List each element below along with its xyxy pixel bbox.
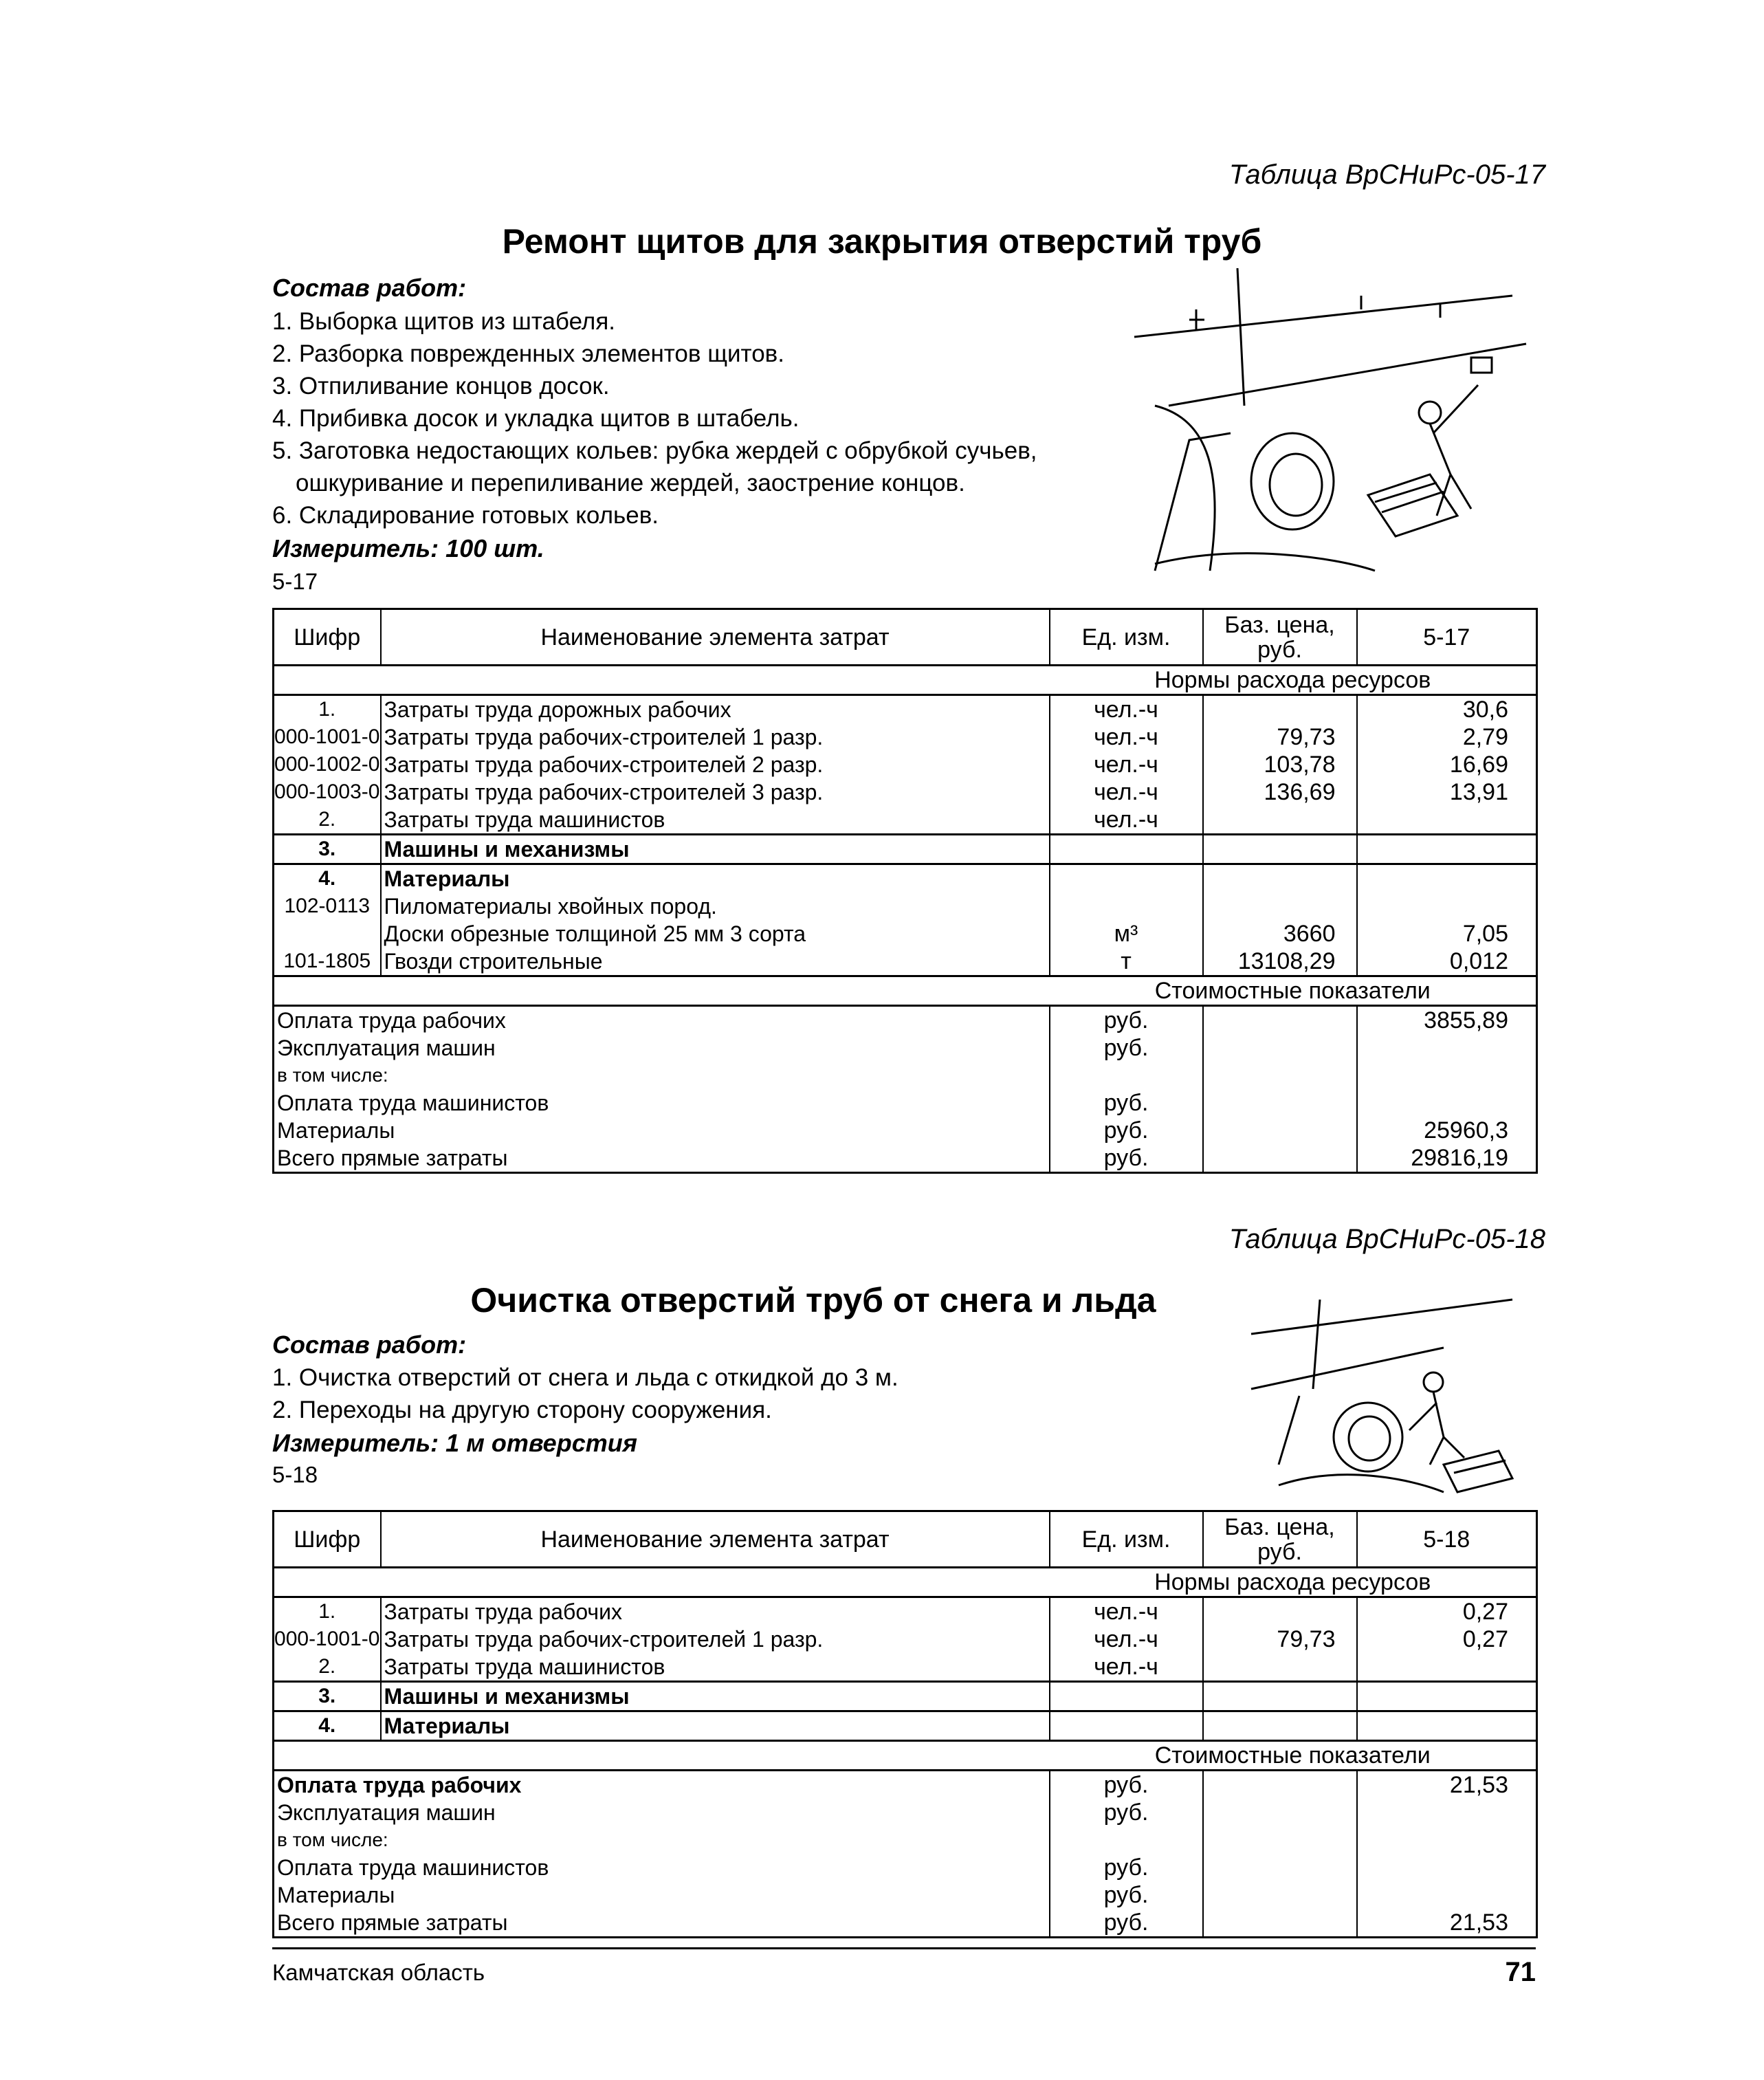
cost-name: Материалы	[274, 1117, 1050, 1144]
value-header: 5-17	[1357, 609, 1537, 666]
table-code: 5-17	[272, 569, 318, 594]
row-code: 2.	[274, 1653, 381, 1682]
row-price	[1203, 864, 1357, 893]
work-item: 6. Складирование готовых кольев.	[272, 502, 659, 529]
row-value	[1357, 806, 1537, 835]
cost-name: в том числе:	[274, 1062, 1050, 1089]
worker-repair-illustration	[1127, 268, 1554, 584]
empty-cell	[274, 1741, 1050, 1771]
footer-divider	[272, 1947, 1536, 1949]
price-header: Баз. цена, руб.	[1203, 609, 1357, 666]
footer-region: Камчатская область	[272, 1960, 485, 1985]
row-unit: чел.-ч	[1050, 1597, 1203, 1626]
cost-section-row	[274, 1741, 1537, 1771]
work-item: 1. Выборка щитов из штабеля.	[272, 308, 615, 335]
header-row	[274, 609, 1537, 666]
work-item: 3. Отпиливание концов досок.	[272, 373, 610, 399]
row-name: Затраты труда рабочих-строителей 3 разр.	[381, 778, 1050, 806]
cost-row	[274, 1854, 1537, 1881]
table-row	[274, 1682, 1537, 1711]
resource-table-5-18	[272, 1510, 1538, 1938]
cost-value	[1357, 1799, 1537, 1826]
row-code: 000-1003-0	[274, 778, 381, 806]
cost-value	[1357, 1881, 1537, 1909]
name-header: Наименование элемента затрат	[381, 609, 1050, 666]
cost-unit: руб.	[1050, 1089, 1203, 1117]
work-item: 5. Заготовка недостающих кольев: рубка жердей с обрубкой сучьев,	[272, 437, 1037, 464]
cost-unit: руб.	[1050, 1144, 1203, 1173]
table-reference: Таблица ВрСНиРс-05-17	[1228, 160, 1545, 190]
cost-value: 21,53	[1357, 1771, 1537, 1799]
measure-label: Измеритель: 100 шт.	[272, 534, 544, 562]
row-name: Машины и механизмы	[381, 835, 1050, 864]
cost-value	[1357, 1062, 1537, 1089]
header-row	[274, 1511, 1537, 1568]
table-row	[274, 1625, 1537, 1653]
row-value: 16,69	[1357, 751, 1537, 778]
row-code: 000-1001-0	[274, 1625, 381, 1653]
resource-table-5-17	[272, 608, 1538, 1174]
row-price: 79,73	[1203, 723, 1357, 751]
row-value	[1357, 864, 1537, 893]
worker-snow-illustration	[1237, 1293, 1526, 1499]
cost-value: 21,53	[1357, 1909, 1537, 1938]
row-value	[1357, 835, 1537, 864]
empty-cell	[274, 976, 1050, 1006]
row-value	[1357, 893, 1537, 920]
cost-unit	[1050, 1062, 1203, 1089]
table-row	[274, 695, 1537, 724]
row-price	[1203, 806, 1357, 835]
work-item: 4. Прибивка досок и укладка щитов в штабель.	[272, 405, 800, 432]
row-unit	[1050, 893, 1203, 920]
section-title: Очистка отверстий труб от снега и льда	[470, 1281, 1156, 1320]
row-value: 7,05	[1357, 920, 1537, 948]
norms-section-label: Нормы расхода ресурсов	[1050, 1568, 1537, 1597]
row-name: Машины и механизмы	[381, 1682, 1050, 1711]
cost-section-row	[274, 976, 1537, 1006]
cost-unit: руб.	[1050, 1799, 1203, 1826]
page-number: 71	[1505, 1957, 1536, 1987]
row-name: Доски обрезные толщиной 25 мм 3 сорта	[381, 920, 1050, 948]
row-name: Затраты труда рабочих-строителей 1 разр.	[381, 1625, 1050, 1653]
cost-unit: руб.	[1050, 1006, 1203, 1035]
table-code: 5-18	[272, 1462, 318, 1487]
row-code: 4.	[274, 864, 381, 893]
cost-name: Оплата труда рабочих	[274, 1771, 1050, 1799]
row-unit	[1050, 1711, 1203, 1741]
table-row	[274, 864, 1537, 893]
cost-unit: руб.	[1050, 1117, 1203, 1144]
row-price	[1203, 835, 1357, 864]
cost-name: Оплата труда машинистов	[274, 1854, 1050, 1881]
row-price	[1203, 1711, 1357, 1741]
row-code: 000-1001-0	[274, 723, 381, 751]
cost-row	[274, 1826, 1537, 1854]
row-name: Гвозди строительные	[381, 948, 1050, 976]
row-name: Материалы	[381, 1711, 1050, 1741]
cost-row	[274, 1144, 1537, 1173]
row-unit: чел.-ч	[1050, 723, 1203, 751]
table-row	[274, 1711, 1537, 1741]
row-name: Затраты труда рабочих-строителей 2 разр.	[381, 751, 1050, 778]
price-header: Баз. цена, руб.	[1203, 1511, 1357, 1568]
norms-section-label: Нормы расхода ресурсов	[1050, 666, 1537, 695]
row-code: 000-1002-0	[274, 751, 381, 778]
row-name: Затраты труда дорожных рабочих	[381, 695, 1050, 724]
cost-unit: руб.	[1050, 1854, 1203, 1881]
table-row	[274, 778, 1537, 806]
empty-cell	[274, 1568, 1050, 1597]
row-value: 2,79	[1357, 723, 1537, 751]
cost-row	[274, 1881, 1537, 1909]
cost-name: Всего прямые затраты	[274, 1909, 1050, 1938]
cost-section-label: Стоимостные показатели	[1050, 976, 1537, 1006]
work-item: 2. Переходы на другую сторону сооружения.	[272, 1397, 772, 1423]
cost-price	[1203, 1144, 1357, 1173]
row-value	[1357, 1682, 1537, 1711]
cost-value	[1357, 1034, 1537, 1062]
cost-unit	[1050, 1826, 1203, 1854]
norms-section-row	[274, 666, 1537, 695]
row-unit	[1050, 1682, 1203, 1711]
table-row	[274, 948, 1537, 976]
section-title: Ремонт щитов для закрытия отверстий труб	[502, 222, 1262, 261]
row-code: 4.	[274, 1711, 381, 1741]
cost-price	[1203, 1909, 1357, 1938]
measure-label: Измеритель: 1 м отверстия	[272, 1429, 637, 1457]
row-price: 79,73	[1203, 1625, 1357, 1653]
row-unit: чел.-ч	[1050, 1625, 1203, 1653]
table-reference: Таблица ВрСНиРс-05-18	[1228, 1224, 1545, 1254]
row-value: 0,27	[1357, 1625, 1537, 1653]
cost-price	[1203, 1117, 1357, 1144]
unit-header: Ед. изм.	[1050, 1511, 1203, 1568]
row-price	[1203, 695, 1357, 724]
cost-name: Эксплуатация машин	[274, 1799, 1050, 1826]
row-value: 13,91	[1357, 778, 1537, 806]
name-header: Наименование элемента затрат	[381, 1511, 1050, 1568]
cost-price	[1203, 1006, 1357, 1035]
row-unit	[1050, 835, 1203, 864]
cost-unit: руб.	[1050, 1881, 1203, 1909]
row-value: 0,012	[1357, 948, 1537, 976]
cost-name: Всего прямые затраты	[274, 1144, 1050, 1173]
work-item: ошкуривание и перепиливание жердей, заострение концов.	[296, 470, 965, 496]
cost-price	[1203, 1771, 1357, 1799]
cost-price	[1203, 1089, 1357, 1117]
row-code	[274, 920, 381, 948]
row-price: 13108,29	[1203, 948, 1357, 976]
cost-row	[274, 1799, 1537, 1826]
row-code: 3.	[274, 835, 381, 864]
row-price	[1203, 893, 1357, 920]
row-unit: т	[1050, 948, 1203, 976]
row-unit: чел.-ч	[1050, 778, 1203, 806]
row-code: 1.	[274, 1597, 381, 1626]
row-value: 0,27	[1357, 1597, 1537, 1626]
composition-label: Состав работ:	[272, 1331, 467, 1359]
row-unit: чел.-ч	[1050, 695, 1203, 724]
table-row	[274, 723, 1537, 751]
cost-value	[1357, 1826, 1537, 1854]
cost-unit: руб.	[1050, 1909, 1203, 1938]
row-value	[1357, 1653, 1537, 1682]
cost-name: в том числе:	[274, 1826, 1050, 1854]
row-code: 2.	[274, 806, 381, 835]
cost-value: 29816,19	[1357, 1144, 1537, 1173]
work-item: 2. Разборка поврежденных элементов щитов.	[272, 340, 784, 367]
cost-value: 3855,89	[1357, 1006, 1537, 1035]
row-code: 101-1805	[274, 948, 381, 976]
cost-value: 25960,3	[1357, 1117, 1537, 1144]
row-unit: чел.-ч	[1050, 806, 1203, 835]
cost-name: Оплата труда машинистов	[274, 1089, 1050, 1117]
cost-price	[1203, 1881, 1357, 1909]
norms-section-row	[274, 1568, 1537, 1597]
row-code: 1.	[274, 695, 381, 724]
cost-row	[274, 1771, 1537, 1799]
cost-value	[1357, 1089, 1537, 1117]
code-header: Шифр	[274, 1511, 381, 1568]
row-value	[1357, 1711, 1537, 1741]
cost-row	[274, 1089, 1537, 1117]
row-unit: чел.-ч	[1050, 751, 1203, 778]
row-code: 102-0113	[274, 893, 381, 920]
row-price	[1203, 1653, 1357, 1682]
cost-row	[274, 1909, 1537, 1938]
cost-section-label: Стоимостные показатели	[1050, 1741, 1537, 1771]
cost-unit: руб.	[1050, 1034, 1203, 1062]
work-item: 1. Очистка отверстий от снега и льда с откидкой до 3 м.	[272, 1364, 898, 1391]
value-header: 5-18	[1357, 1511, 1537, 1568]
row-name: Затраты труда рабочих	[381, 1597, 1050, 1626]
cost-value	[1357, 1854, 1537, 1881]
row-name: Затраты труда машинистов	[381, 1653, 1050, 1682]
cost-name: Эксплуатация машин	[274, 1034, 1050, 1062]
cost-price	[1203, 1062, 1357, 1089]
unit-header: Ед. изм.	[1050, 609, 1203, 666]
cost-row	[274, 1006, 1537, 1035]
cost-row	[274, 1062, 1537, 1089]
table-row	[274, 751, 1537, 778]
code-header: Шифр	[274, 609, 381, 666]
cost-unit: руб.	[1050, 1771, 1203, 1799]
row-unit: чел.-ч	[1050, 1653, 1203, 1682]
cost-row	[274, 1034, 1537, 1062]
row-price: 3660	[1203, 920, 1357, 948]
cost-price	[1203, 1854, 1357, 1881]
row-value: 30,6	[1357, 695, 1537, 724]
cost-price	[1203, 1826, 1357, 1854]
row-unit	[1050, 864, 1203, 893]
empty-cell	[274, 666, 1050, 695]
table-row	[274, 893, 1537, 920]
cost-name: Материалы	[274, 1881, 1050, 1909]
cost-price	[1203, 1799, 1357, 1826]
row-name: Пиломатериалы хвойных пород.	[381, 893, 1050, 920]
row-price	[1203, 1682, 1357, 1711]
row-price	[1203, 1597, 1357, 1626]
table-row	[274, 806, 1537, 835]
cost-price	[1203, 1034, 1357, 1062]
cost-name: Оплата труда рабочих	[274, 1006, 1050, 1035]
row-price: 136,69	[1203, 778, 1357, 806]
row-price: 103,78	[1203, 751, 1357, 778]
table-row	[274, 920, 1537, 948]
row-name: Затраты труда рабочих-строителей 1 разр.	[381, 723, 1050, 751]
row-code: 3.	[274, 1682, 381, 1711]
table-row	[274, 835, 1537, 864]
row-name: Материалы	[381, 864, 1050, 893]
table-row	[274, 1653, 1537, 1682]
composition-label: Состав работ:	[272, 274, 467, 302]
row-unit: м³	[1050, 920, 1203, 948]
table-row	[274, 1597, 1537, 1626]
row-name: Затраты труда машинистов	[381, 806, 1050, 835]
cost-row	[274, 1117, 1537, 1144]
